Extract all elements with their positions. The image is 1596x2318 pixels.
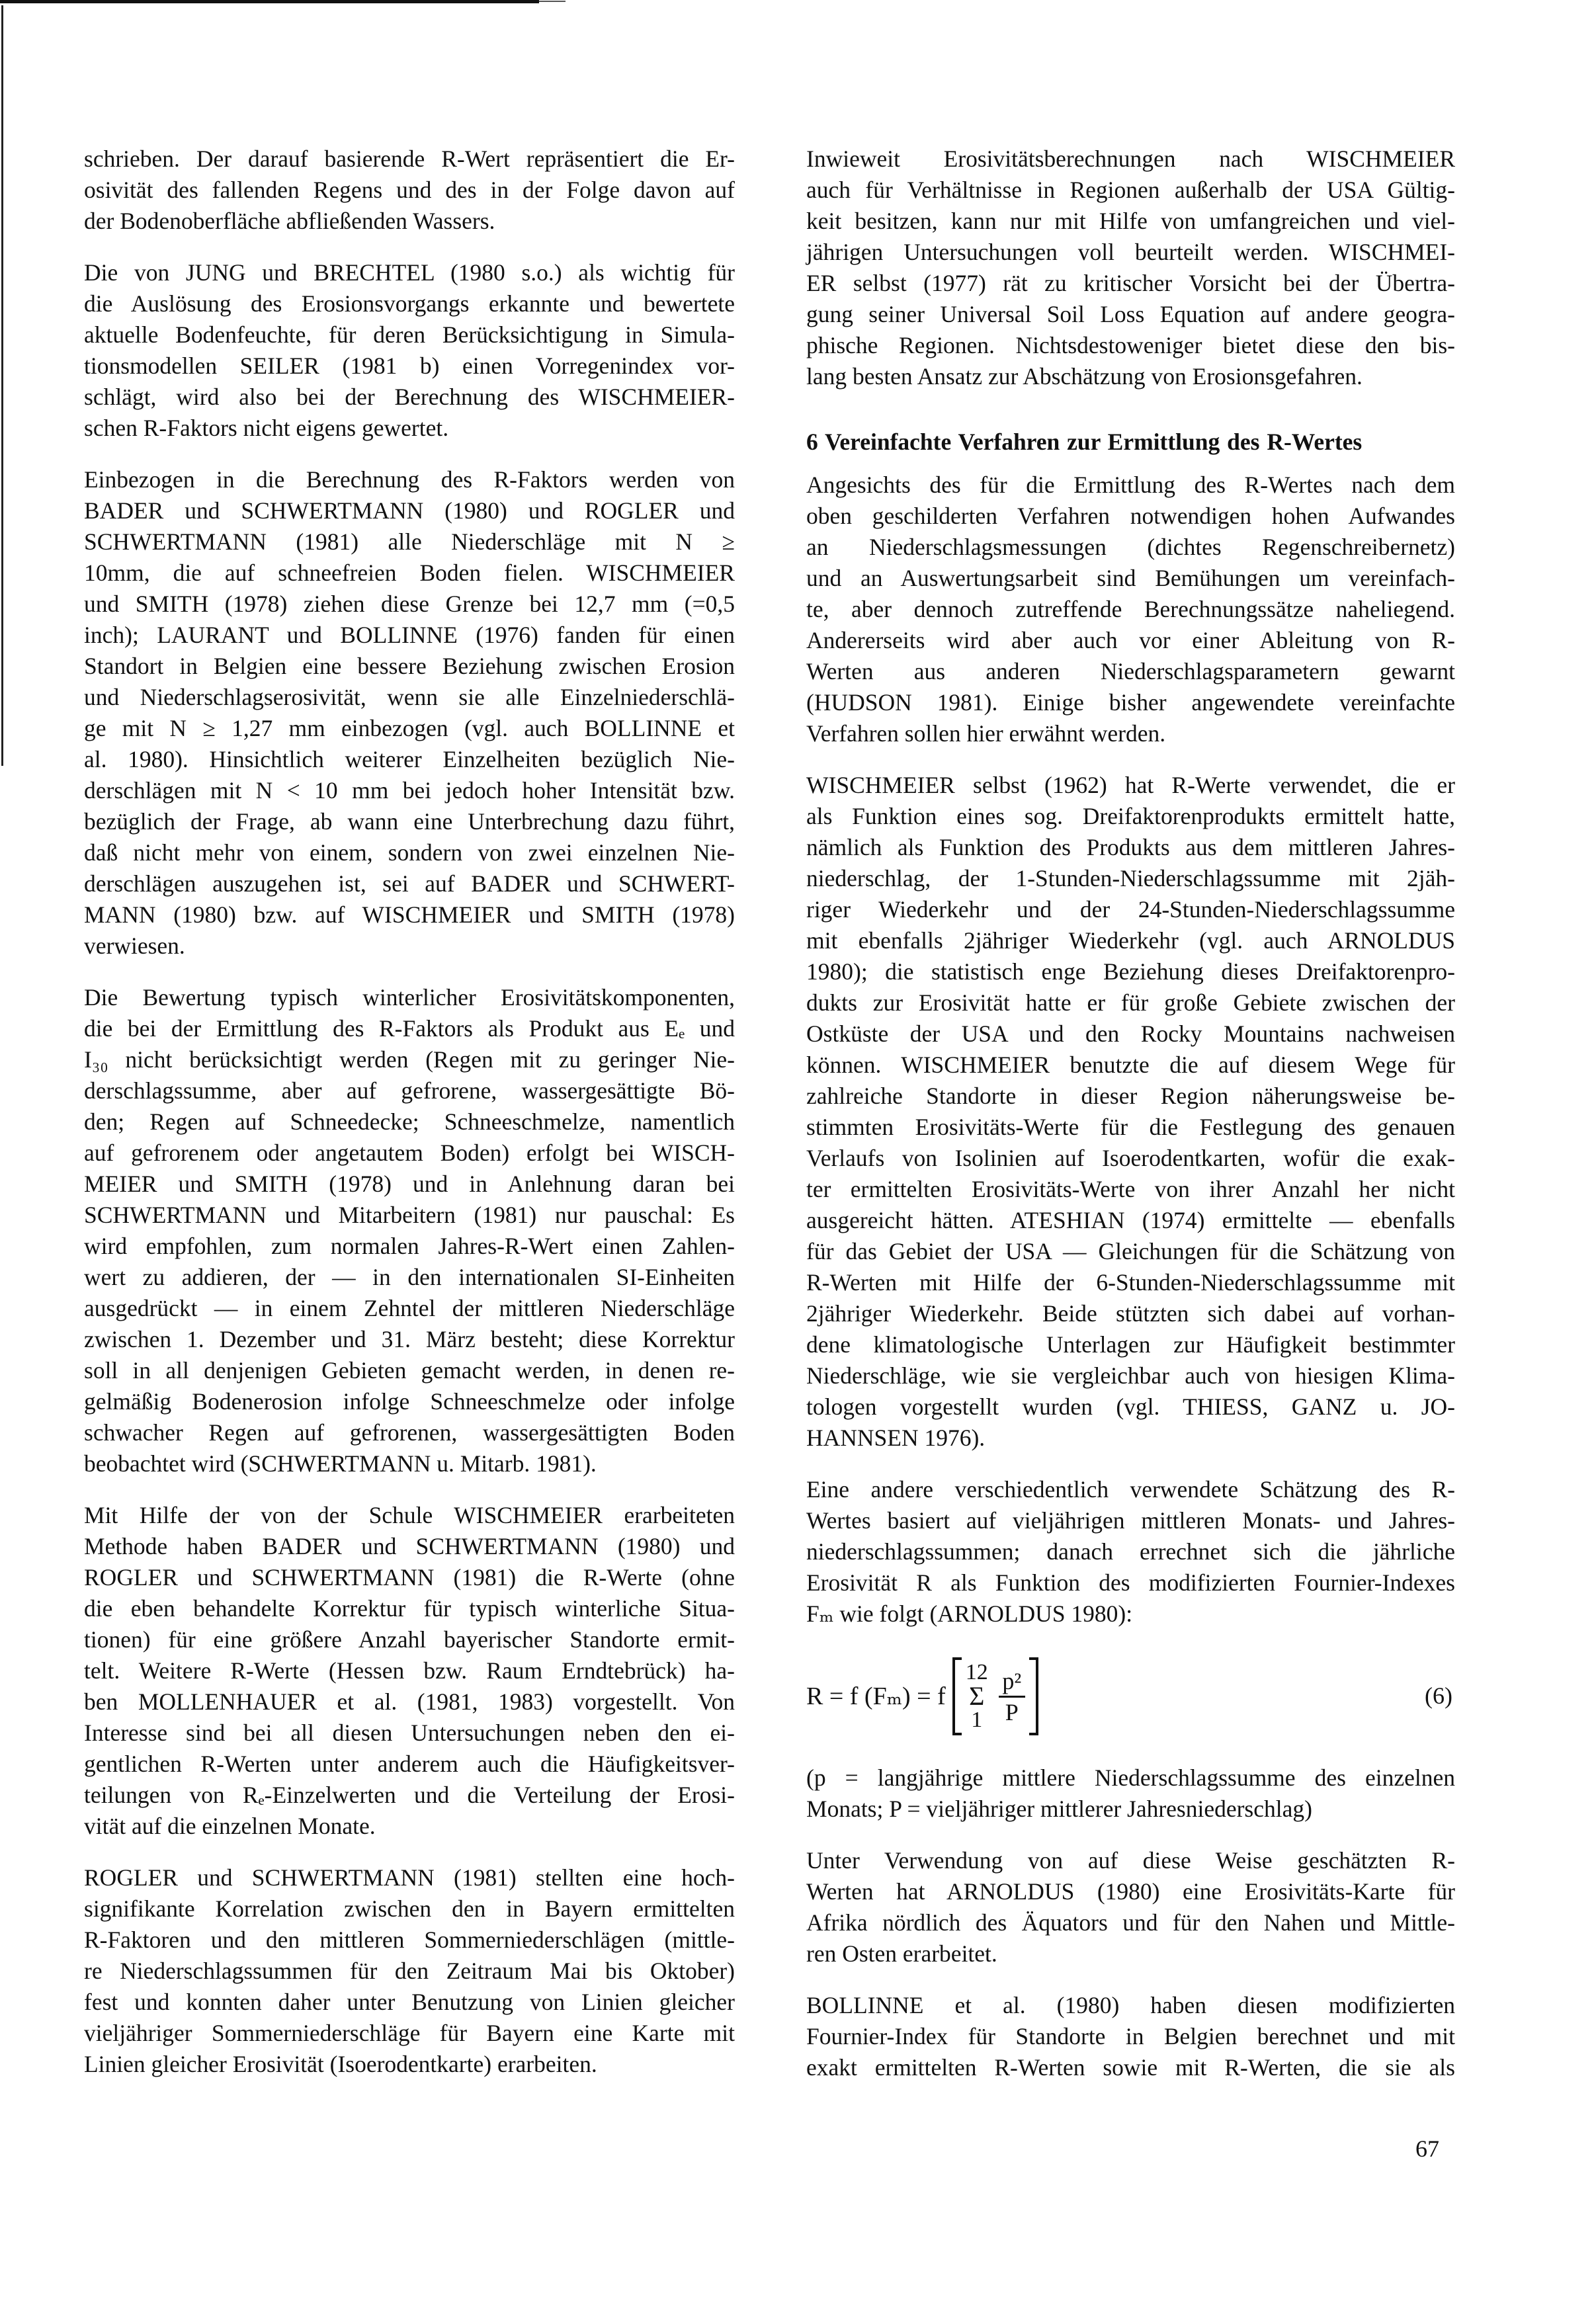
text-line: 1980); die statistisch enge Beziehung dieses Dreifaktorenpro- bbox=[806, 958, 1455, 985]
text-line: schen R-Faktors nicht eigens gewertet. bbox=[84, 415, 449, 441]
text-line: exakt ermittelten R-Werten sowie mit R-Werten, die sie als bbox=[806, 2054, 1455, 2081]
text-line: ter ermittelten Erosivitäts-Werte von ihrer Anzahl her nicht bbox=[806, 1176, 1455, 1202]
text-line: ben MOLLENHAUER et al. (1981, 1983) vorgestellt. Von bbox=[84, 1688, 735, 1715]
text-line: bezüglich der Frage, ab wann eine Unterbrechung dazu führt, bbox=[84, 808, 735, 835]
text-line: fest und konnten daher unter Benutzung von Linien gleicher bbox=[84, 1989, 735, 2015]
text-line: und an Auswertungsarbeit sind Bemühungen um vereinfach- bbox=[806, 565, 1455, 591]
text-line: teilungen von Rₑ-Einzelwerten und die Verteilung der Erosi- bbox=[84, 1782, 735, 1808]
text-line: gentlichen R-Werten unter anderem auch die Häufigkeitsver- bbox=[84, 1751, 735, 1777]
scan-border-left bbox=[1, 5, 3, 766]
text-line: riger Wiederkehr und der 24-Stunden-Niederschlagssumme bbox=[806, 896, 1455, 923]
text-line: gung seiner Universal Soil Loss Equation auf andere geogra- bbox=[806, 301, 1455, 327]
text-line: Interesse sind bei all diesen Untersuchungen neben den ei- bbox=[84, 1719, 735, 1746]
text-line: 2jähriger Wiederkehr. Beide stützten sich dabei auf vorhan- bbox=[806, 1300, 1455, 1327]
text-line: MEIER und SMITH (1978) und in Anlehnung daran bei bbox=[84, 1171, 735, 1197]
text-line: auch für Verhältnisse in Regionen außerhalb der USA Gültig- bbox=[806, 177, 1455, 203]
text-line: Standort in Belgien eine bessere Beziehung zwischen Erosion bbox=[84, 653, 735, 679]
sigma-symbol: Σ bbox=[969, 1681, 985, 1711]
bracket-content bbox=[962, 1657, 1029, 1735]
text-line: aktuelle Bodenfeuchte, für deren Berücksichtigung in Simula- bbox=[84, 321, 735, 348]
text-line: wert zu addieren, der — in den internationalen SI-Einheiten bbox=[84, 1264, 735, 1290]
text-line: zahlreiche Standorte in dieser Region näherungsweise be- bbox=[806, 1083, 1455, 1109]
text-line: ER selbst (1977) rät zu kritischer Vorsicht bei der Übertra- bbox=[806, 270, 1455, 296]
formula-body bbox=[806, 1657, 1038, 1735]
sum-upper-limit: 12 bbox=[965, 1660, 988, 1684]
text-line: Die Bewertung typisch winterlicher Erosivitätskomponenten, bbox=[84, 984, 735, 1011]
sum-lower-limit: 1 bbox=[971, 1708, 983, 1732]
paragraph bbox=[806, 1845, 1455, 1969]
text-line: te, aber dennoch zutreffende Berechnungssätze naheliegend. bbox=[806, 596, 1455, 622]
text-line: vieljähriger Sommerniederschläge für Bayern eine Karte mit bbox=[84, 2020, 735, 2046]
text-line: zwischen 1. Dezember und 31. März besteht; diese Korrektur bbox=[84, 1326, 735, 1352]
text-line: Unter Verwendung von auf diese Weise geschätzten R- bbox=[806, 1847, 1455, 1874]
text-line: die Auslösung des Erosionsvorgangs erkannte und bewertete bbox=[84, 290, 735, 317]
text-line: Afrika nördlich des Äquators und für den Nahen und Mittle- bbox=[806, 1909, 1455, 1936]
text-line: lang besten Ansatz zur Abschätzung von Erosionsgefahren. bbox=[806, 363, 1363, 390]
text-line: ROGLER und SCHWERTMANN (1981) die R-Werte (ohne bbox=[84, 1564, 735, 1591]
text-line: Verfahren sollen hier erwähnt werden. bbox=[806, 720, 1166, 747]
paragraph bbox=[806, 1990, 1455, 2083]
text-line: Fₘ wie folgt (ARNOLDUS 1980): bbox=[806, 1600, 1133, 1627]
text-line: (p = langjährige mittlere Niederschlagssumme des einzelnen bbox=[806, 1764, 1455, 1791]
text-line: Werten aus anderen Niederschlagsparametern gewarnt bbox=[806, 658, 1455, 684]
text-line: (HUDSON 1981). Einige bisher angewendete vereinfachte bbox=[806, 689, 1455, 716]
scan-border-top-thin bbox=[539, 1, 566, 2]
text-line: Werten hat ARNOLDUS (1980) eine Erosivitäts-Karte für bbox=[806, 1878, 1455, 1905]
right-column bbox=[806, 144, 1455, 2104]
text-line: Fournier-Index für Standorte in Belgien berechnet und mit bbox=[806, 2023, 1455, 2049]
denominator: P bbox=[1005, 1698, 1019, 1725]
text-line: telt. Weitere R-Werte (Hessen bzw. Raum Erndtebrück) ha- bbox=[84, 1657, 735, 1684]
text-line: den; Regen auf Schneedecke; Schneeschmelze, namentlich bbox=[84, 1108, 735, 1135]
text-line: signifikante Korrelation zwischen den in Bayern ermittelten bbox=[84, 1895, 735, 1922]
text-line: derschlägen auszugehen ist, sei auf BADER und SCHWERT- bbox=[84, 870, 735, 897]
text-line: Verlaufs von Isolinien auf Isoerodentkarten, wofür die exak- bbox=[806, 1145, 1455, 1171]
paragraph bbox=[84, 1862, 735, 2080]
text-line: SCHWERTMANN (1981) alle Niederschläge mit N ≥ bbox=[84, 528, 735, 555]
text-line: HANNSEN 1976). bbox=[806, 1425, 986, 1451]
text-line: daß nicht mehr von einem, sondern von zwei einzelnen Nie- bbox=[84, 839, 735, 866]
text-line: Inwieweit Erosivitätsberechnungen nach WISCHMEIER bbox=[806, 145, 1455, 172]
text-line: inch); LAURANT und BOLLINNE (1976) fanden für einen bbox=[84, 622, 735, 648]
text-line: I₃₀ nicht berücksichtigt werden (Regen mit zu geringer Nie- bbox=[84, 1046, 735, 1073]
text-line: und Niederschlagserosivität, wenn sie alle Einzelniederschlä- bbox=[84, 684, 735, 710]
text-line: für das Gebiet der USA — Gleichungen für die Schätzung von bbox=[806, 1238, 1455, 1264]
paragraph bbox=[806, 470, 1455, 749]
text-line: Andererseits wird aber auch vor einer Ableitung von R- bbox=[806, 627, 1455, 653]
paragraph bbox=[806, 1474, 1455, 1630]
text-line: Methode haben BADER und SCHWERTMANN (1980) und bbox=[84, 1533, 735, 1559]
text-line: niederschlagssummen; danach errechnet sich die jährliche bbox=[806, 1538, 1455, 1565]
paragraph bbox=[806, 770, 1455, 1454]
text-line: osivität des fallenden Regens und des in der Folge davon auf bbox=[84, 177, 735, 203]
text-line: ausgereicht hätten. ATESHIAN (1974) ermittelte — ebenfalls bbox=[806, 1207, 1455, 1233]
paragraph bbox=[84, 982, 735, 1479]
text-line: als Funktion eines sog. Dreifaktorenprodukts ermittelt hatte, bbox=[806, 803, 1455, 829]
summation bbox=[966, 1661, 988, 1732]
text-line: ROGLER und SCHWERTMANN (1981) stellten eine hoch- bbox=[84, 1864, 735, 1891]
paragraph bbox=[84, 1500, 735, 1842]
text-line: auf gefrorenem oder angetautem Boden) erfolgt bei WISCH- bbox=[84, 1139, 735, 1166]
text-line: al. 1980). Hinsichtlich weiterer Einzelheiten bezüglich Nie- bbox=[84, 746, 735, 772]
text-line: verwiesen. bbox=[84, 932, 185, 959]
text-line: Monats; P = vieljähriger mittlerer Jahresniederschlag) bbox=[806, 1796, 1312, 1822]
text-line: an Niederschlagsmessungen (dichtes Regenschreibernetz) bbox=[806, 534, 1455, 560]
text-line: Die von JUNG und BRECHTEL (1980 s.o.) als wichtig für bbox=[84, 259, 735, 286]
text-line: ge mit N ≥ 1,27 mm einbezogen (vgl. auch BOLLINNE et bbox=[84, 715, 735, 741]
text-line: keit besitzen, kann nur mit Hilfe von umfangreichen und viel- bbox=[806, 208, 1455, 234]
text-line: schwacher Regen auf gefrorenen, wassergesättigten Boden bbox=[84, 1419, 735, 1446]
text-line: dene klimatologische Unterlagen zur Häufigkeit bestimmter bbox=[806, 1331, 1455, 1358]
text-line: tionsmodellen SEILER (1981 b) einen Vorregenindex vor- bbox=[84, 352, 735, 379]
text-line: Eine andere verschiedentlich verwendete Schätzung des R- bbox=[806, 1476, 1455, 1503]
intro-paragraph-holder bbox=[806, 144, 1455, 392]
equation-6 bbox=[806, 1650, 1455, 1743]
text-line: die eben behandelte Korrektur für typisch winterliche Situa- bbox=[84, 1595, 735, 1622]
text-line: oben geschilderten Verfahren notwendigen hohen Aufwandes bbox=[806, 503, 1455, 529]
text-line: R-Werten mit Hilfe der 6-Stunden-Niederschlagssumme mit bbox=[806, 1269, 1455, 1296]
text-line: SCHWERTMANN und Mitarbeitern (1981) nur pauschal: Es bbox=[84, 1202, 735, 1228]
text-line: niederschlag, der 1-Stunden-Niederschlagssumme mit 2jäh- bbox=[806, 865, 1455, 891]
text-line: vität auf die einzelnen Monate. bbox=[84, 1813, 376, 1839]
text-line: Angesichts des für die Ermittlung des R-Wertes nach dem bbox=[806, 472, 1455, 498]
text-line: stimmten Erosivitäts-Werte für die Festlegung des genauen bbox=[806, 1114, 1455, 1140]
text-line: 10mm, die auf schneefreien Boden fielen. WISCHMEIER bbox=[84, 559, 735, 586]
numerator: p² bbox=[1002, 1667, 1022, 1694]
text-line: BOLLINNE et al. (1980) haben diesen modifizierten bbox=[806, 1992, 1455, 2018]
text-line: gelmäßig Bodenerosion infolge Schneeschmelze oder infolge bbox=[84, 1388, 735, 1415]
right-bracket bbox=[1029, 1657, 1038, 1735]
text-line: BADER und SCHWERTMANN (1980) und ROGLER und bbox=[84, 497, 735, 524]
text-line: schrieben. Der darauf basierende R-Wert repräsentiert die Er- bbox=[84, 145, 735, 172]
paragraphs-before-formula bbox=[806, 470, 1455, 1630]
text-line: Niederschläge, wie sie vergleichbar auch von hiesigen Klima- bbox=[806, 1362, 1455, 1389]
text-line: können. WISCHMEIER benutzte die auf diesem Wege für bbox=[806, 1052, 1455, 1078]
text-line: WISCHMEIER selbst (1962) hat R-Werte verwendet, die er bbox=[806, 772, 1455, 798]
text-line: Wertes basiert auf vieljährigen mittleren Monats- und Jahres- bbox=[806, 1507, 1455, 1534]
text-line: derschlägen mit N < 10 mm bei jedoch hoher Intensität bzw. bbox=[84, 777, 735, 804]
text-line: Erosivität R als Funktion des modifizierten Fournier-Indexes bbox=[806, 1569, 1455, 1596]
fraction bbox=[999, 1668, 1025, 1725]
text-line: Einbezogen in die Berechnung des R-Faktors werden von bbox=[84, 466, 735, 493]
paragraphs-after-formula bbox=[806, 1762, 1455, 2083]
left-bracket bbox=[952, 1657, 962, 1735]
text-line: soll in all denjenigen Gebieten gemacht werden, in denen re- bbox=[84, 1357, 735, 1384]
text-line: wird empfohlen, zum normalen Jahres-R-Wert einen Zahlen- bbox=[84, 1233, 735, 1259]
paragraph bbox=[84, 464, 735, 962]
paragraph bbox=[806, 144, 1455, 392]
text-line: Ostküste der USA und den Rocky Mountains nachweisen bbox=[806, 1020, 1455, 1047]
text-line: phische Regionen. Nichtsdestoweniger bietet diese den bis- bbox=[806, 332, 1455, 358]
text-line: Linien gleicher Erosivität (Isoerodentkarte) erarbeiten. bbox=[84, 2051, 597, 2077]
text-line: schlägt, wird also bei der Berechnung des WISCHMEIER- bbox=[84, 384, 735, 410]
scan-border-top bbox=[0, 0, 539, 3]
text-line: nämlich als Funktion des Produkts aus dem mittleren Jahres- bbox=[806, 834, 1455, 860]
formula-lhs: R = f (Fₘ) = f bbox=[806, 1682, 946, 1710]
section-heading: 6 Vereinfachte Verfahren zur Ermittlung des R-Wertes bbox=[806, 429, 1363, 455]
text-line: beobachtet wird (SCHWERTMANN u. Mitarb. 1981). bbox=[84, 1450, 597, 1477]
text-line: der Bodenoberfläche abfließenden Wassers. bbox=[84, 208, 495, 234]
text-line: ausgedrückt — in einem Zehntel der mittleren Niederschläge bbox=[84, 1295, 735, 1321]
left-column bbox=[84, 144, 735, 2100]
formula-bracket bbox=[952, 1657, 1038, 1735]
text-line: R-Faktoren und den mittleren Sommerniederschlägen (mittle- bbox=[84, 1926, 735, 1953]
paragraph bbox=[84, 144, 735, 237]
paragraph bbox=[806, 1762, 1455, 1825]
text-line: mit ebenfalls 2jähriger Wiederkehr (vgl. auch ARNOLDUS bbox=[806, 927, 1455, 954]
text-line: Mit Hilfe der von der Schule WISCHMEIER erarbeiteten bbox=[84, 1502, 735, 1528]
fraction-bar bbox=[999, 1696, 1025, 1698]
equation-number: (6) bbox=[1425, 1682, 1452, 1709]
text-line: jährigen Untersuchungen voll beurteilt werden. WISCHMEI- bbox=[806, 239, 1455, 265]
page-number: 67 bbox=[1415, 2135, 1439, 2162]
text-line: und SMITH (1978) ziehen diese Grenze bei 12,7 mm (=0,5 bbox=[84, 591, 735, 617]
text-line: MANN (1980) bzw. auf WISCHMEIER und SMITH (1978) bbox=[84, 901, 735, 928]
text-line: tionen) für eine größere Anzahl bayerischer Standorte ermit- bbox=[84, 1626, 735, 1653]
text-line: ren Osten erarbeitet. bbox=[806, 1940, 997, 1967]
text-line: die bei der Ermittlung des R-Faktors als Produkt aus Eₑ und bbox=[84, 1015, 735, 1042]
text-line: derschlagssumme, aber auf gefrorene, wassergesättigte Bö- bbox=[84, 1077, 735, 1104]
text-line: dukts zur Erosivität hatte er für große Gebiete zwischen der bbox=[806, 989, 1455, 1016]
paragraph bbox=[84, 257, 735, 444]
text-line: re Niederschlagssummen für den Zeitraum Mai bis Oktober) bbox=[84, 1958, 735, 1984]
text-line: tologen vorgestellt wurden (vgl. THIESS, GANZ u. JO- bbox=[806, 1393, 1455, 1420]
